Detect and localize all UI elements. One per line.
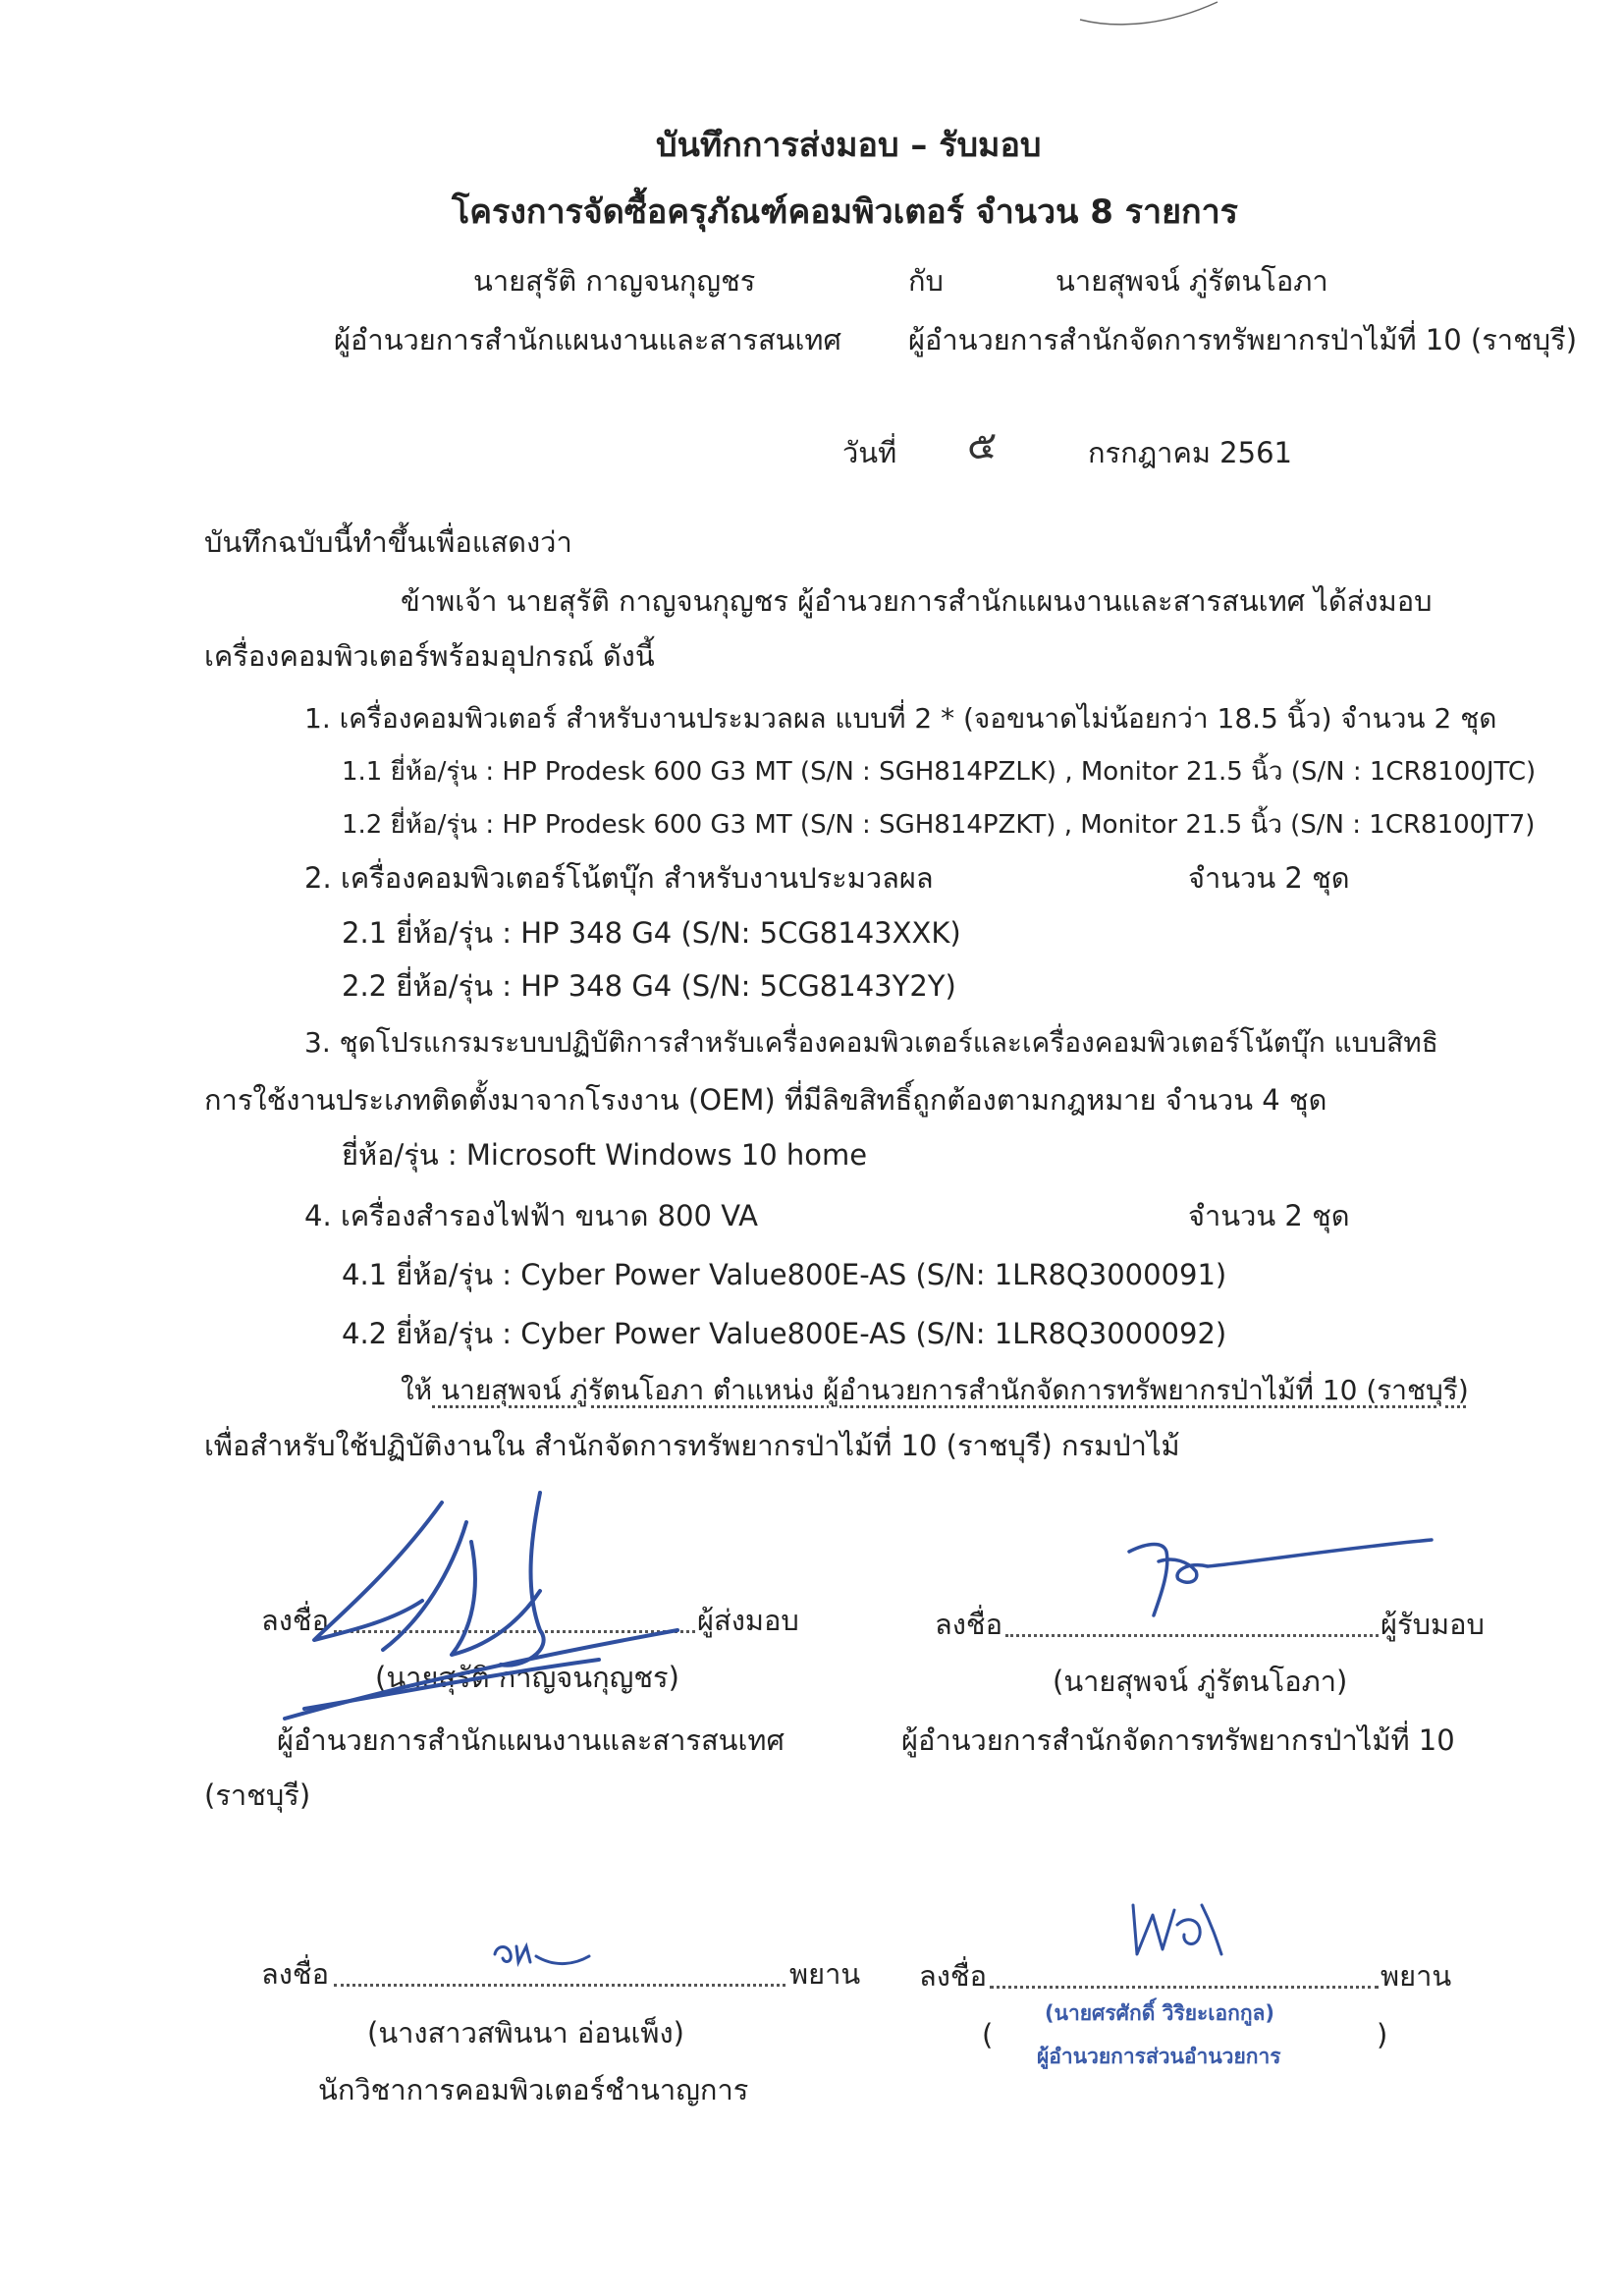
witness2-paren-open: ( — [982, 2018, 994, 2051]
witness1-sign-label: ลงชื่อ — [261, 1957, 330, 1991]
witness1-name: (นางสาวสพินนา อ่อนเพ็ง) — [367, 2016, 684, 2050]
item-1-2: 1.2 ยี่ห้อ/รุ่น : HP Prodesk 600 G3 MT (S/N : SGH814PZKT) , Monitor 21.5 นิ้ว (S/N : 1CR8100JT7) — [342, 810, 1536, 840]
item-2-1: 2.1 ยี่ห้อ/รุ่น : HP 348 G4 (S/N: 5CG8143XXK) — [342, 916, 961, 950]
witness2-stamp-name: (นายศรศักดิ์ วิริยะเอกกูล) — [1045, 2001, 1274, 2025]
purpose-line: เพื่อสำหรับใช้ปฏิบัติงานใน สำนักจัดการทรัพยากรป่าไม้ที่ 10 (ราชบุรี) กรมป่าไม้ — [204, 1429, 1180, 1462]
receiver-position: ผู้อำนวยการสำนักจัดการทรัพยากรป่าไม้ที่ 10 (ราชบุรี) — [908, 323, 1578, 356]
date-label: วันที่ — [842, 436, 897, 469]
item-1-1: 1.1 ยี่ห้อ/รุ่น : HP Prodesk 600 G3 MT (S/N : SGH814PZLK) , Monitor 21.5 นิ้ว (S/N : 1CR8100JTC) — [342, 757, 1537, 787]
witness2-role: พยาน — [1380, 1959, 1452, 1993]
item-4: 4. เครื่องสำรองไฟฟ้า ขนาด 800 VA — [304, 1199, 759, 1232]
project-title: โครงการจัดซื้อครุภัณฑ์คอมพิวเตอร์ จำนวน 8 รายการ — [452, 192, 1238, 232]
receiver-name: นายสุพจน์ ภู่รัตนโอภา — [1056, 264, 1328, 298]
item-3-brand: ยี่ห้อ/รุ่น : Microsoft Windows 10 home — [342, 1138, 868, 1172]
para1-line1: ข้าพเจ้า นายสุรัติ กาญจนกุญชร ผู้อำนวยการสำนักแผนงานและสารสนเทศ ได้ส่งมอบ — [401, 584, 1433, 618]
sender-role: ผู้ส่งมอบ — [697, 1604, 799, 1637]
sender-sign-name: (นายสุรัติ กาญจนกุญชร) — [375, 1661, 679, 1694]
corner-pen-mark — [1070, 0, 1227, 39]
item-3-line1: 3. ชุดโปรแกรมระบบปฏิบัติการสำหรับเครื่องคอมพิวเตอร์และเครื่องคอมพิวเตอร์โน้ตบุ๊ก แบบสิทธิ — [304, 1026, 1438, 1059]
receiver-sign-position: ผู้อำนวยการสำนักจัดการทรัพยากรป่าไม้ที่ 10 — [901, 1723, 1455, 1757]
item-2-qty: จำนวน 2 ชุด — [1188, 861, 1350, 895]
sender-sign-position: ผู้อำนวยการสำนักแผนงานและสารสนเทศ — [277, 1723, 785, 1757]
receiver-role: ผู้รับมอบ — [1380, 1608, 1485, 1641]
item-2: 2. เครื่องคอมพิวเตอร์โน้ตบุ๊ก สำหรับงานประมวลผล — [304, 861, 934, 895]
intro-text: บันทึกฉบับนี้ทำขึ้นเพื่อแสดงว่า — [204, 525, 572, 559]
witness2-stamp-position: ผู้อำนวยการส่วนอำนวยการ — [1037, 2045, 1281, 2068]
give-text: นายสุพจน์ ภู่รัตนโอภา ตำแหน่ง ผู้อำนวยการสำนักจัดการทรัพยากรป่าไม้ที่ 10 (ราชบุรี) — [432, 1374, 1469, 1406]
receiver-sign-label: ลงชื่อ — [935, 1608, 1003, 1641]
receiver-sign-line — [1005, 1634, 1379, 1637]
receiver-signature — [1119, 1522, 1453, 1620]
receiver-position-line2: (ราชบุรี) — [204, 1778, 311, 1812]
item-4-2: 4.2 ยี่ห้อ/รุ่น : Cyber Power Value800E-AS (S/N: 1LR8Q3000092) — [342, 1317, 1227, 1350]
witness2-sign-label: ลงชื่อ — [919, 1959, 988, 1993]
doc-title: บันทึกการส่งมอบ – รับมอบ — [656, 126, 1042, 165]
witness1-signature — [487, 1935, 595, 1974]
give-line — [401, 1371, 1469, 1410]
sender-name: นายสุรัติ กาญจนกุญชร — [473, 264, 756, 298]
witness1-role: พยาน — [789, 1957, 861, 1991]
give-prefix: ให้ — [401, 1374, 433, 1406]
witness2-sign-line — [990, 1986, 1379, 1989]
witness1-position: นักวิชาการคอมพิวเตอร์ชำนาญการ — [318, 2073, 749, 2106]
para1-line2: เครื่องคอมพิวเตอร์พร้อมอุปกรณ์ ดังนี้ — [204, 639, 655, 673]
witness2-paren-close: ) — [1377, 2018, 1388, 2051]
receiver-sign-name: (นายสุพจน์ ภู่รัตนโอภา) — [1053, 1665, 1348, 1698]
date-day: ๕ — [967, 423, 998, 468]
item-4-1: 4.1 ยี่ห้อ/รุ่น : Cyber Power Value800E-AS (S/N: 1LR8Q3000091) — [342, 1258, 1227, 1291]
sender-sign-label: ลงชื่อ — [261, 1604, 330, 1637]
item-3-line2: การใช้งานประเภทติดตั้งมาจากโรงงาน (OEM) ที่มีลิขสิทธิ์ถูกต้องตามกฎหมาย จำนวน 4 ชุด — [204, 1083, 1327, 1117]
item-4-qty: จำนวน 2 ชุด — [1188, 1199, 1350, 1232]
witness1-sign-line — [334, 1984, 785, 1987]
item-2-2: 2.2 ยี่ห้อ/รุ่น : HP 348 G4 (S/N: 5CG8143Y2Y) — [342, 969, 956, 1003]
sender-signature — [275, 1483, 687, 1738]
item-1: 1. เครื่องคอมพิวเตอร์ สำหรับงานประมวลผล แบบที่ 2 * (จอขนาดไม่น้อยกว่า 18.5 นิ้ว) จำนวน 2 ชุด — [304, 702, 1497, 735]
with-label: กับ — [908, 264, 944, 298]
sender-position: ผู้อำนวยการสำนักแผนงานและสารสนเทศ — [334, 323, 841, 356]
date-month-year: กรกฎาคม 2561 — [1088, 436, 1292, 469]
witness2-signature — [1123, 1895, 1231, 1964]
